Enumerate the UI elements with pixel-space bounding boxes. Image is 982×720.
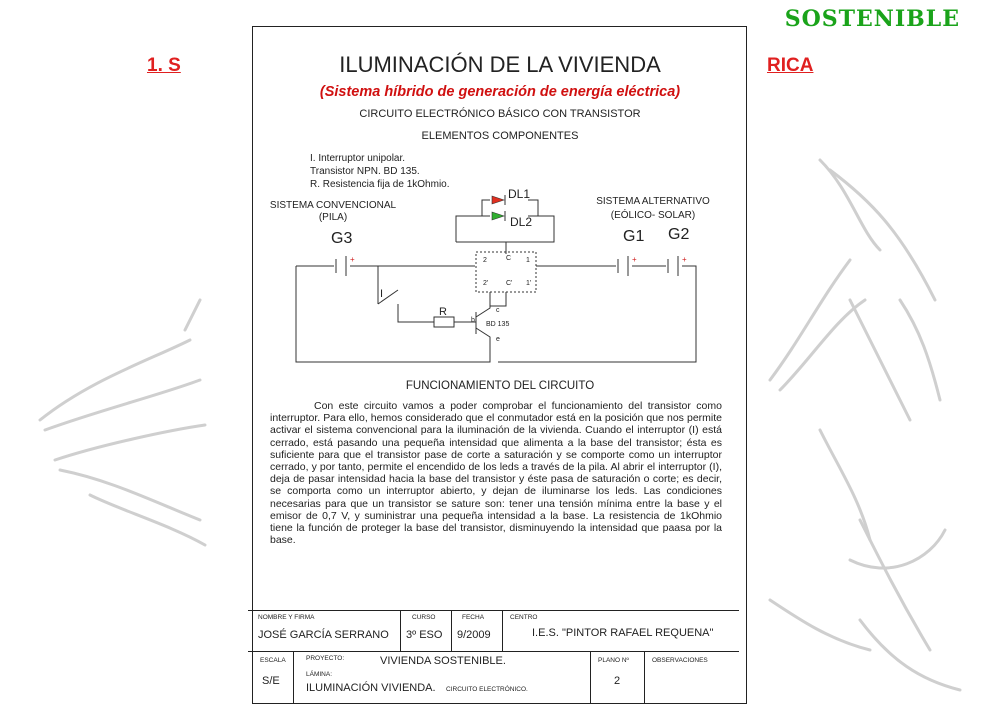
- pin-e-label: e: [496, 336, 500, 343]
- switch-pin-2p: 2': [483, 280, 489, 287]
- switch-pin-cp: C': [506, 280, 513, 287]
- observations-caption: OBSERVACIONES: [652, 657, 708, 664]
- slide-heading-left: 1. S: [147, 55, 181, 76]
- center-value: I.E.S. "PINTOR RAFAEL REQUENA": [532, 627, 714, 639]
- title-block-divider: [400, 611, 401, 651]
- pin-c-label: c: [496, 307, 500, 314]
- sheet-title: ILUMINACIÓN DE LA VIVIENDA: [339, 52, 661, 77]
- slide-heading-right: RICA: [767, 55, 814, 76]
- technical-sheet: [238, 14, 762, 716]
- sheet-value-small: CIRCUITO ELECTRÓNICO.: [446, 686, 528, 693]
- battery-g1-label: G1: [623, 228, 645, 245]
- sheet-value: ILUMINACIÓN VIVIENDA.: [306, 682, 436, 694]
- conventional-label: SISTEMA CONVENCIONAL: [269, 200, 397, 211]
- date-caption: FECHA: [462, 614, 485, 621]
- transistor-label: BD 135: [486, 321, 510, 328]
- sheet-caption: LÁMINA:: [306, 671, 333, 678]
- title-block-divider: [293, 651, 294, 703]
- scale-caption: ESCALA: [260, 657, 286, 664]
- plan-value: 2: [614, 675, 621, 687]
- svg-text:+: +: [682, 255, 687, 264]
- resistor-label: R: [439, 306, 447, 318]
- switch-label: I: [380, 288, 384, 300]
- battery-g3-label: G3: [331, 230, 353, 247]
- conventional-sub-label: (PILA): [318, 212, 348, 223]
- name-caption: NOMBRE Y FIRMA: [258, 614, 315, 621]
- title-block: [248, 610, 739, 694]
- project-value: VIVIENDA SOSTENIBLE.: [380, 655, 506, 667]
- plan-caption: PLANO Nº: [598, 657, 629, 664]
- center-caption: CENTRO: [510, 614, 538, 621]
- switch-pin-2: 2: [483, 257, 487, 264]
- brand-title: SOSTENIBLE: [784, 6, 960, 32]
- switch-pin-1p: 1': [526, 280, 532, 287]
- date-value: 9/2009: [457, 629, 491, 641]
- name-value: JOSÉ GARCÍA SERRANO: [258, 629, 389, 641]
- component-item: I. Interruptor unipolar.: [310, 153, 406, 164]
- components-heading: ELEMENTOS COMPONENTES: [421, 130, 579, 142]
- led-dl2-label: DL2: [510, 215, 533, 229]
- svg-text:+: +: [350, 255, 355, 264]
- led-dl1-label: DL1: [508, 187, 531, 201]
- pin-b-label: b: [471, 317, 475, 324]
- alternative-sub-label: (EÓLICO- SOLAR): [610, 210, 696, 221]
- component-item: Transistor NPN. BD 135.: [310, 166, 420, 177]
- sheet-subtitle: (Sistema híbrido de generación de energía eléctrica): [319, 84, 681, 100]
- title-block-divider: [451, 611, 452, 651]
- operation-heading: FUNCIONAMIENTO DEL CIRCUITO: [405, 380, 595, 392]
- component-item: R. Resistencia fija de 1kOhmio.: [310, 179, 450, 190]
- operation-paragraph: Con este circuito vamos a poder comprobar el funcionamiento del transistor como interruptor. Para ello, hemos considerado que el conmutador está en la posición que nos permite activar el sistema convencional para la iluminación de la vivienda. Cuando el interruptor (I) está cerrado, está pasando una pequeña intensidad que alimenta a la base del transistor; ésta es suficiente para que el transistor pase de corte a saturación y se comporte como un interruptor cerrado, y por tanto, permite el encendido de los leds a través de la pila. Al abrir el interruptor (I), deja de pasar intensidad hacia la base del transistor y éste pasa de saturación o corte; es decir, se comporta como un interruptor abierto, y dejan de iluminarse los leds. Las condiciones necesarias para que un transistor se sature son: tener una tensión mínima entre la base y el emisor de 0,7 V, y suministrar una pequeña intensidad a la base. La resistencia de 1kOhmio tiene la función de proteger la base del transistor, disminuyendo la intensidad que paasa por la base.: [270, 400, 722, 547]
- title-block-divider: [644, 651, 645, 703]
- battery-g2-label: G2: [668, 226, 690, 243]
- project-caption: PROYECTO:: [306, 655, 345, 662]
- switch-pin-c: C: [506, 255, 512, 262]
- course-caption: CURSO: [412, 614, 436, 621]
- svg-text:+: +: [632, 255, 637, 264]
- alternative-label: SISTEMA ALTERNATIVO: [596, 196, 710, 207]
- title-block-divider: [590, 651, 591, 703]
- course-value: 3º ESO: [406, 629, 443, 641]
- circuit-heading: CIRCUITO ELECTRÓNICO BÁSICO CON TRANSISTOR: [359, 108, 641, 120]
- switch-pin-1: 1: [526, 257, 530, 264]
- title-block-divider: [502, 611, 503, 651]
- title-block-divider: [248, 651, 739, 652]
- scale-value: S/E: [262, 675, 280, 687]
- circuit-diagram: [238, 14, 762, 374]
